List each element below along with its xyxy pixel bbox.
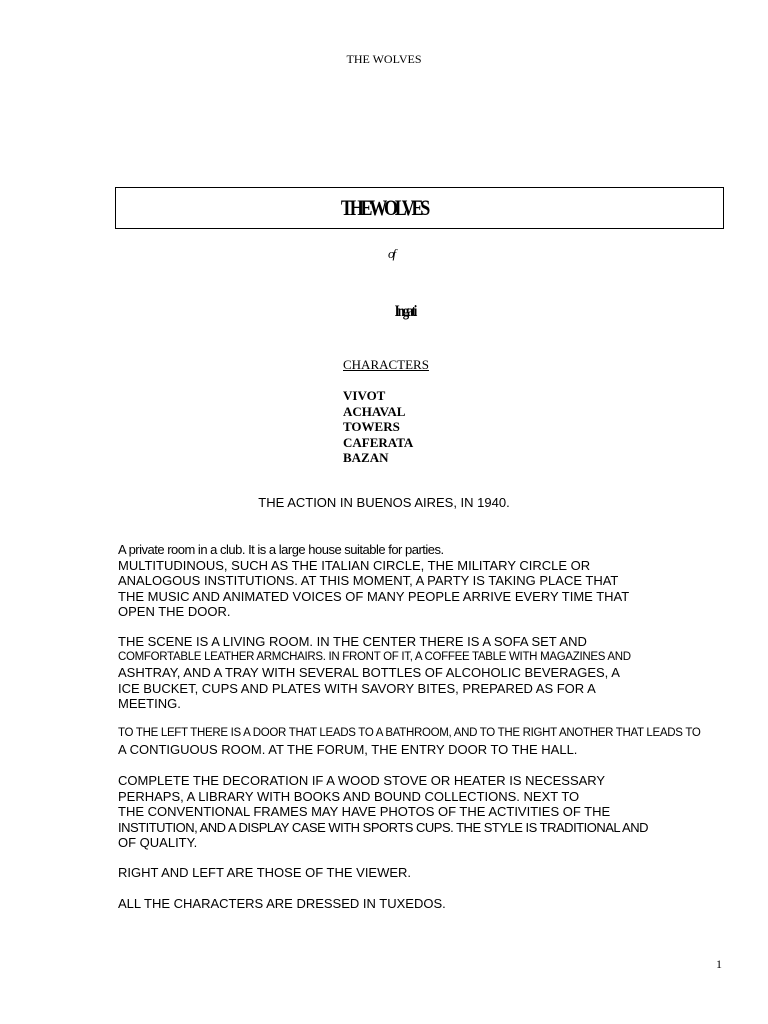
character-name: TOWERS — [343, 419, 400, 434]
characters-list — [343, 388, 413, 466]
text-line: A private room in a club. It is a large house suitable for parties. — [118, 542, 444, 557]
text-line: INSTITUTION, AND A DISPLAY CASE WITH SPORTS CUPS. THE STYLE IS TRADITIONAL AND — [118, 819, 648, 835]
text-line: PERHAPS, A LIBRARY WITH BOOKS AND BOUND COLLECTIONS. NEXT TO — [118, 788, 580, 804]
characters-heading: CHARACTERS — [343, 357, 429, 372]
text-line: MEETING. — [118, 696, 181, 711]
text-line: THE SCENE IS A LIVING ROOM. IN THE CENTER THERE IS A SOFA SET AND — [118, 634, 587, 649]
paragraph-doors — [118, 726, 738, 757]
text-line: OPEN THE DOOR. — [118, 604, 231, 619]
action-setting-line: THE ACTION IN BUENOS AIRES, IN 1940. — [258, 495, 510, 510]
text-line: MULTITUDINOUS, SUCH AS THE ITALIAN CIRCLE, THE MILITARY CIRCLE OR — [118, 557, 591, 573]
play-title: THEWOLVES — [340, 195, 428, 220]
character-name: CAFERATA — [343, 434, 414, 450]
text-line: COMFORTABLE LEATHER ARMCHAIRS. IN FRONT OF IT, A COFFEE TABLE WITH MAGAZINES AND — [118, 650, 631, 663]
text-line: OF QUALITY. — [118, 835, 198, 850]
paragraph-decoration — [118, 773, 738, 851]
paragraph-viewer: RIGHT AND LEFT ARE THOSE OF THE VIEWER. — [118, 865, 412, 880]
character-name: ACHAVAL — [343, 403, 406, 419]
text-line: THE CONVENTIONAL FRAMES MAY HAVE PHOTOS OF THE ACTIVITIES OF THE — [118, 804, 611, 819]
text-line: THE MUSIC AND ANIMATED VOICES OF MANY PEOPLE ARRIVE EVERY TIME THAT — [118, 588, 630, 604]
text-line: ICE BUCKET, CUPS AND PLATES WITH SAVORY BITES, PREPARED AS FOR A — [118, 680, 596, 696]
text-line: COMPLETE THE DECORATION IF A WOOD STOVE OR HEATER IS NECESSARY — [118, 773, 606, 788]
page-number: 1 — [716, 957, 722, 971]
paragraph-scene — [118, 634, 738, 712]
author-name: Ingati — [394, 303, 416, 320]
text-line: ASHTRAY, AND A TRAY WITH SEVERAL BOTTLES OF ALCOHOLIC BEVERAGES, A — [118, 665, 620, 680]
character-name: VIVOT — [343, 388, 386, 403]
text-line: A CONTIGUOUS ROOM. AT THE FORUM, THE ENTRY DOOR TO THE HALL. — [118, 741, 578, 757]
text-line: ANALOGOUS INSTITUTIONS. AT THIS MOMENT, A PARTY IS TAKING PLACE THAT — [118, 573, 619, 588]
of-text: of — [387, 246, 395, 261]
character-name: BAZAN — [343, 450, 389, 465]
text-line: TO THE LEFT THERE IS A DOOR THAT LEADS TO A BATHROOM, AND TO THE RIGHT ANOTHER THAT LEADS TO — [118, 727, 701, 739]
running-header: THE WOLVES — [346, 52, 422, 66]
paragraph-costume: ALL THE CHARACTERS ARE DRESSED IN TUXEDOS. — [118, 896, 446, 911]
paragraph-setting — [118, 542, 738, 620]
